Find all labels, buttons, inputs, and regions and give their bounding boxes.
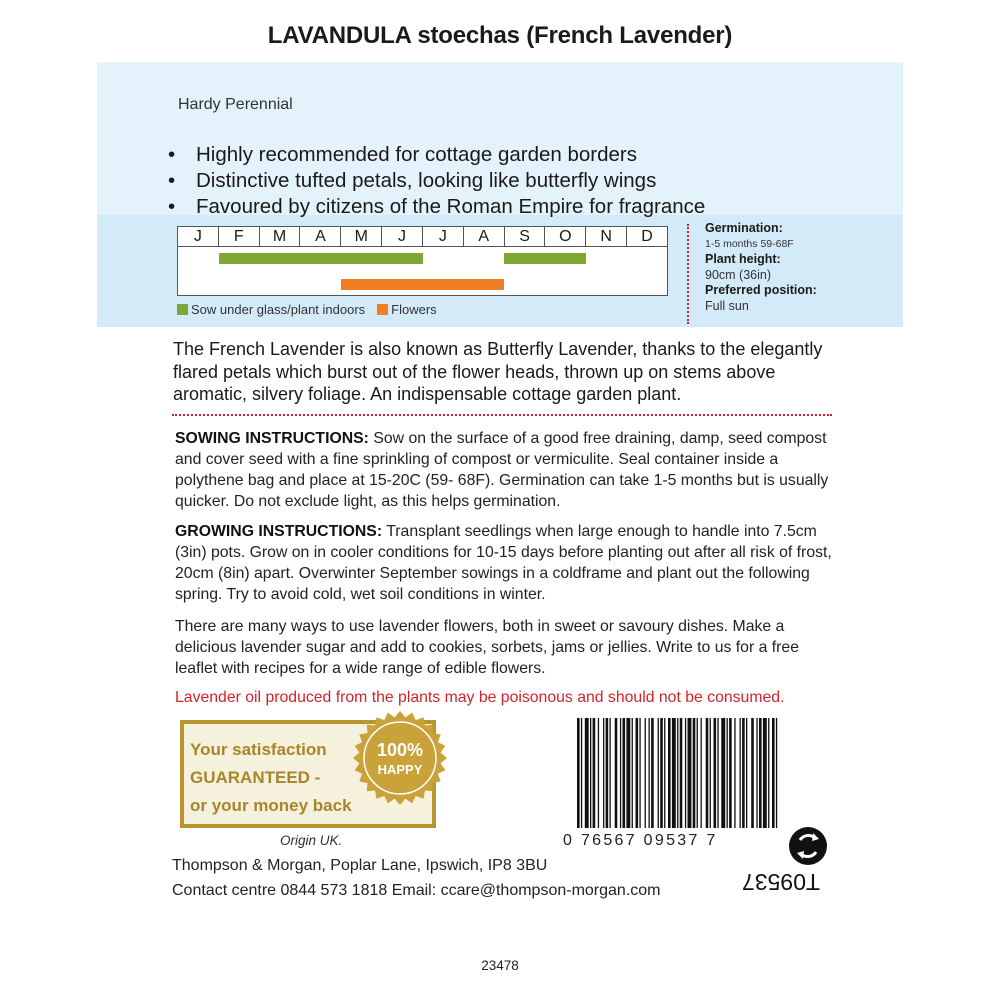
- company-address: [172, 853, 661, 903]
- growing-instructions: [175, 521, 845, 605]
- month-label: J: [178, 227, 219, 246]
- calendar-months: [178, 227, 667, 247]
- month-label: J: [382, 227, 423, 246]
- happy-seal-icon: [352, 710, 448, 806]
- plant-description: The French Lavender is also known as Butterfly Lavender, thanks to the elegantly flared petals which burst out of the flower heads, thrown up on stems above aromatic, silvery foliage. An indispensable cottage garden plant.: [173, 339, 823, 404]
- barcode-number: 0 76567 09537 7: [563, 832, 718, 849]
- month-label: D: [641, 228, 653, 245]
- flowers-bar: [341, 279, 504, 290]
- height-value: 90cm (36in): [705, 267, 771, 282]
- month-label: N: [586, 227, 627, 246]
- month-label: S: [505, 227, 546, 246]
- legend-flowers-label: Flowers: [391, 302, 437, 317]
- legend-sow-swatch: [177, 304, 188, 315]
- plant-type: Hardy Perennial: [178, 96, 293, 113]
- bullet-marker: •: [168, 169, 176, 192]
- seal-percent: 100%: [376, 740, 424, 760]
- growing-text: Transplant seedlings when large enough to handle into 7.5cm (3in) pots. Grow on in cooler conditions for 10-15 days before planting out after all risk of frost, 20cm (8in) apart. Overwinter September sowings in a coldframe and plant out the following spring. Try to avoid cold, wet soil conditions in winter.: [175, 523, 832, 603]
- warning-text: Lavender oil produced from the plants may be poisonous and should not be consumed.: [175, 689, 785, 706]
- calendar-legend: [177, 302, 437, 317]
- bullet-marker: •: [168, 195, 176, 218]
- contact-line: Contact centre 0844 573 1818 Email: ccare@thompson-morgan.com: [172, 882, 661, 899]
- guarantee-text: [190, 736, 352, 820]
- position-label: Preferred position:: [705, 283, 817, 297]
- sowing-heading: SOWING INSTRUCTIONS:: [175, 430, 369, 447]
- feature-text: Distinctive tufted petals, looking like butterfly wings: [196, 169, 657, 192]
- month-label: J: [423, 227, 464, 246]
- feature-item: [168, 168, 705, 194]
- bullet-marker: •: [168, 143, 176, 166]
- sowing-instructions: [175, 428, 845, 512]
- feature-item: [168, 142, 705, 168]
- address-line: Thompson & Morgan, Poplar Lane, Ipswich, IP8 3BU: [172, 857, 548, 874]
- month-label: M: [341, 227, 382, 246]
- culinary-uses: There are many ways to use lavender flowers, both in sweet or savoury dishes. Make a delicious lavender sugar and add to cookies, sorbets, jams or jellies. Write to us for a free leaflet with recipes for a wide range of edible flowers.: [175, 618, 799, 677]
- feature-item: [168, 194, 705, 220]
- month-label: A: [464, 227, 505, 246]
- legend-flowers-swatch: [377, 304, 388, 315]
- month-label: A: [300, 227, 341, 246]
- seal-happy: HAPPY: [377, 762, 423, 777]
- product-title: LAVANDULA stoechas (French Lavender): [267, 22, 733, 49]
- growing-heading: GROWING INSTRUCTIONS:: [175, 523, 383, 540]
- sowing-calendar: [177, 226, 668, 296]
- germination-label: Germination:: [705, 221, 783, 235]
- sow-bar: [504, 253, 586, 264]
- month-label: F: [219, 227, 260, 246]
- month-label: O: [545, 227, 586, 246]
- dotted-divider-vertical: [687, 224, 689, 324]
- height-label: Plant height:: [705, 252, 781, 266]
- feature-list: [168, 142, 705, 220]
- feature-text: Highly recommended for cottage garden borders: [196, 143, 637, 166]
- month-label: M: [260, 227, 301, 246]
- sow-bar: [219, 253, 423, 264]
- sowing-text: Sow on the surface of a good free draining, damp, seed compost and cover seed with a fine sprinkling of compost or vermiculite. Seal container inside a polythene bag and place at 15-20C (59- 68F). Germination can take 1-5 months but is usually quicker. Do not exclude light, as this helps germination.: [175, 430, 829, 510]
- guarantee-line: GUARANTEED -: [190, 768, 321, 787]
- position-value: Full sun: [705, 298, 749, 313]
- dotted-divider-horizontal: [172, 414, 832, 416]
- feature-text: Favoured by citizens of the Roman Empire for fragrance: [196, 195, 706, 218]
- guarantee-line: or your money back: [190, 796, 352, 815]
- recycle-icon: [788, 826, 828, 866]
- barcode-image: [575, 718, 781, 828]
- legend-sow-label: Sow under glass/plant indoors: [191, 302, 366, 317]
- growing-info: [705, 221, 817, 314]
- germination-value: 1-5 months 59-68F: [705, 237, 794, 250]
- guarantee-line: Your satisfaction: [190, 740, 327, 759]
- footer-number: 23478: [481, 958, 519, 973]
- product-code: T09537: [742, 869, 821, 895]
- origin-label: Origin UK.: [280, 833, 343, 848]
